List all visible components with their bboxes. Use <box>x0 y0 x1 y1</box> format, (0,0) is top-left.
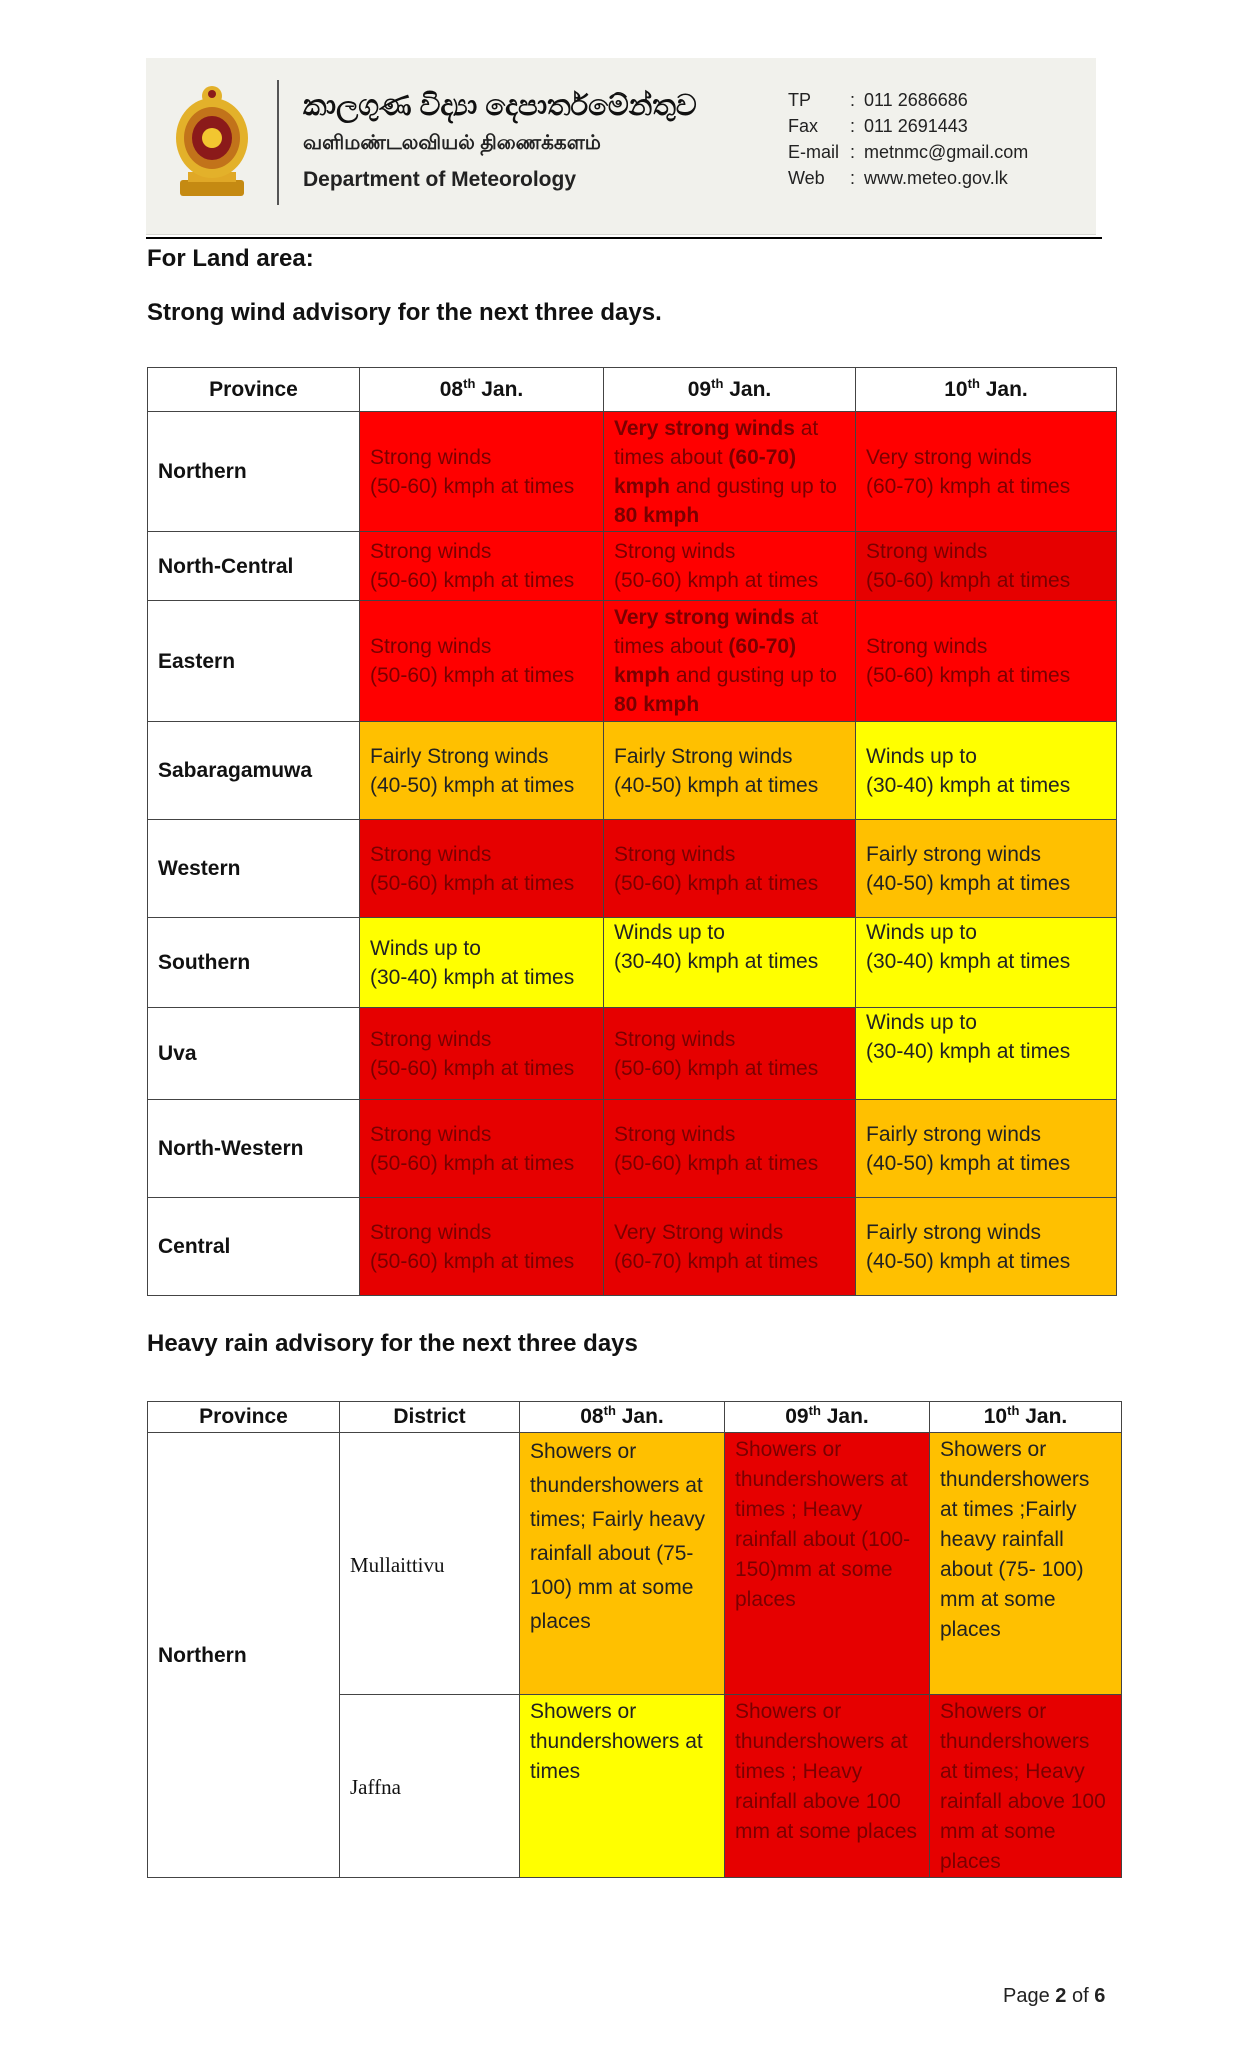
advisory-cell: Winds up to (30-40) kmph at times <box>856 1008 1117 1100</box>
advisory-cell: Very strong winds at times about (60-70) kmph and gusting up to 80 kmph <box>604 412 856 532</box>
province-cell: Eastern <box>148 601 360 722</box>
advisory-cell: Fairly strong winds (40-50) kmph at times <box>856 1100 1117 1198</box>
rain-advisory-title: Heavy rain advisory for the next three days <box>147 1330 638 1357</box>
col-district: District <box>340 1402 520 1433</box>
district-cell: Jaffna <box>340 1695 520 1878</box>
advisory-cell: Strong winds (50-60) kmph at times <box>360 1008 604 1100</box>
province-cell: Northern <box>148 1433 340 1878</box>
advisory-cell: Showers or thundershowers at times ; Heavy rainfall above 100 mm at some places <box>725 1695 930 1878</box>
province-cell: Central <box>148 1198 360 1296</box>
advisory-cell: Fairly Strong winds (40-50) kmph at times <box>604 722 856 820</box>
wind-advisory-title: Strong wind advisory for the next three days. <box>147 299 662 326</box>
advisory-cell: Very strong winds (60-70) kmph at times <box>856 412 1117 532</box>
table-row <box>148 918 1117 1008</box>
table-row <box>148 820 1117 918</box>
province-cell: Sabaragamuwa <box>148 722 360 820</box>
province-cell: Southern <box>148 918 360 1008</box>
rain-advisory-table <box>147 1401 1122 1878</box>
sri-lanka-emblem-icon <box>172 84 252 202</box>
wind-header-row <box>148 368 1117 412</box>
col-province: Province <box>148 368 360 412</box>
advisory-cell: Showers or thundershowers at times; Heavy rainfall above 100 mm at some places <box>930 1695 1122 1878</box>
advisory-cell: Winds up to (30-40) kmph at times <box>604 918 856 1008</box>
col-day2: 09th Jan. <box>604 368 856 412</box>
advisory-cell: Fairly strong winds (40-50) kmph at times <box>856 1198 1117 1296</box>
district-cell: Mullaittivu <box>340 1433 520 1695</box>
advisory-cell: Showers or thundershowers at times ; Heavy rainfall about (100- 150)mm at some places <box>725 1433 930 1695</box>
advisory-cell: Strong winds (50-60) kmph at times <box>360 820 604 918</box>
page-number: Page 2 of 6 <box>1003 1985 1106 2007</box>
table-row <box>148 1433 1122 1695</box>
advisory-cell: Strong winds (50-60) kmph at times <box>604 532 856 601</box>
contact-tp: TP : 011 2686686 <box>788 90 968 110</box>
advisory-cell: Winds up to (30-40) kmph at times <box>856 722 1117 820</box>
contact-web[interactable]: Web : www.meteo.gov.lk <box>788 168 1008 188</box>
table-row <box>148 1100 1117 1198</box>
advisory-cell: Strong winds (50-60) kmph at times <box>360 1198 604 1296</box>
col-province: Province <box>148 1402 340 1433</box>
table-row <box>148 532 1117 601</box>
advisory-cell: Strong winds (50-60) kmph at times <box>856 532 1117 601</box>
advisory-cell: Strong winds (50-60) kmph at times <box>360 412 604 532</box>
contact-block <box>788 90 1028 194</box>
advisory-cell: Strong winds (50-60) kmph at times <box>360 532 604 601</box>
advisory-cell: Winds up to (30-40) kmph at times <box>360 918 604 1008</box>
advisory-cell: Showers or thundershowers at times; Fairly heavy rainfall about (75- 100) mm at some places <box>520 1433 725 1695</box>
table-row <box>148 1198 1117 1296</box>
header-rule <box>146 237 1102 239</box>
advisory-cell: Very Strong winds (60-70) kmph at times <box>604 1198 856 1296</box>
table-row <box>148 1008 1117 1100</box>
col-day1: 08th Jan. <box>360 368 604 412</box>
table-row <box>148 722 1117 820</box>
advisory-cell: Strong winds (50-60) kmph at times <box>360 601 604 722</box>
advisory-cell: Strong winds (50-60) kmph at times <box>360 1100 604 1198</box>
land-area-heading: For Land area: <box>147 245 314 272</box>
advisory-cell: Strong winds (50-60) kmph at times <box>604 1008 856 1100</box>
province-cell: Uva <box>148 1008 360 1100</box>
header-divider <box>277 80 279 205</box>
advisory-cell: Strong winds (50-60) kmph at times <box>604 1100 856 1198</box>
advisory-cell: Fairly strong winds (40-50) kmph at times <box>856 820 1117 918</box>
org-name-tamil: வளிமண்டலவியல் திணைக்களம் <box>303 132 601 154</box>
col-day3: 10th Jan. <box>856 368 1117 412</box>
col-day3: 10th Jan. <box>930 1402 1122 1433</box>
advisory-cell: Very strong winds at times about (60-70) kmph and gusting up to 80 kmph <box>604 601 856 722</box>
org-name-sinhala: කාලගුණ විද්‍යා දෙපාර්තමේන්තුව <box>303 90 697 122</box>
contact-email[interactable]: E-mail : metnmc@gmail.com <box>788 142 1029 162</box>
advisory-cell: Showers or thundershowers at times <box>520 1695 725 1878</box>
org-name-english: Department of Meteorology <box>303 168 577 191</box>
advisory-cell: Winds up to (30-40) kmph at times <box>856 918 1117 1008</box>
col-day1: 08th Jan. <box>520 1402 725 1433</box>
province-cell: North-Central <box>148 532 360 601</box>
table-row <box>148 601 1117 722</box>
contact-fax: Fax : 011 2691443 <box>788 116 968 136</box>
advisory-cell: Strong winds (50-60) kmph at times <box>604 820 856 918</box>
advisory-cell: Strong winds (50-60) kmph at times <box>856 601 1117 722</box>
rain-header-row <box>148 1402 1122 1433</box>
province-cell: Western <box>148 820 360 918</box>
table-row <box>148 412 1117 532</box>
province-cell: Northern <box>148 412 360 532</box>
province-cell: North-Western <box>148 1100 360 1198</box>
advisory-cell: Fairly Strong winds (40-50) kmph at times <box>360 722 604 820</box>
wind-advisory-table <box>147 367 1117 1296</box>
col-day2: 09th Jan. <box>725 1402 930 1433</box>
advisory-cell: Showers or thundershowers at times ;Fairly heavy rainfall about (75- 100) mm at some places <box>930 1433 1122 1695</box>
